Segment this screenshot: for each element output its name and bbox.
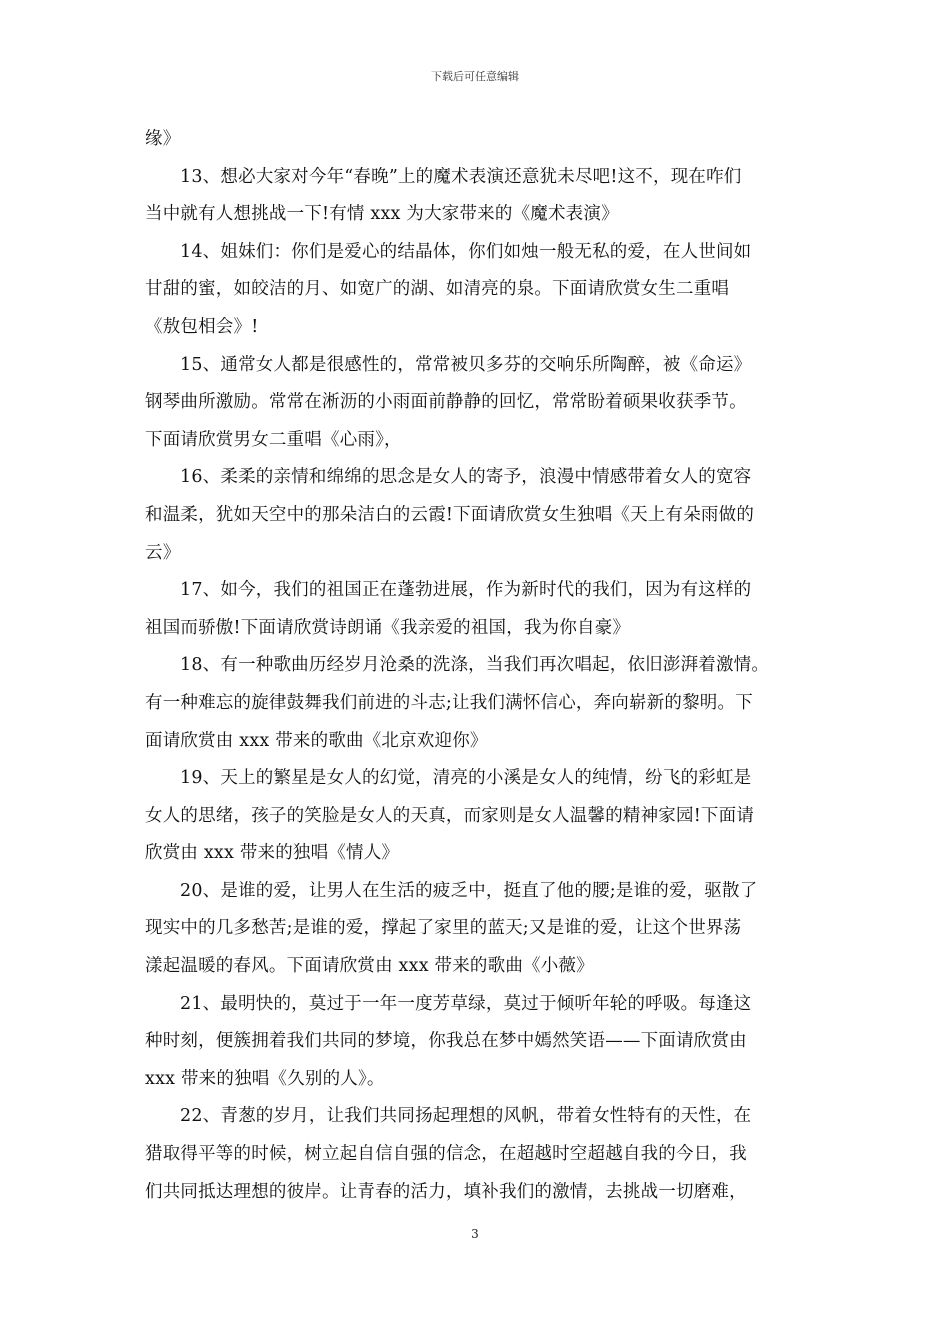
text-line: 19、天上的繁星是女人的幻觉，清亮的小溪是女人的纯情，纷飞的彩虹是 xyxy=(180,768,752,789)
text-line: 20、是谁的爱，让男人在生活的疲乏中，挺直了他的腰;是谁的爱，驱散了 xyxy=(180,880,758,901)
text-line: 钢琴曲所激励。常常在淅沥的小雨面前静静的回忆，常常盼着硕果收获季节。 xyxy=(145,392,747,413)
page-number: 3 xyxy=(471,1227,479,1241)
text-line: 18、有一种歌曲历经岁月沧桑的洗涤，当我们再次唱起，依旧澎湃着激情。 xyxy=(180,655,770,676)
text-line: 漾起温暖的春风。下面请欣赏由 xxx 带来的歌曲《小薇》 xyxy=(145,956,594,977)
text-line: 17、如今，我们的祖国正在蓬勃进展，作为新时代的我们，因为有这样的 xyxy=(180,580,752,601)
text-line: 面请欣赏由 xxx 带来的歌曲《北京欢迎你》 xyxy=(145,730,488,751)
text-line: 13、想必大家对今年“春晚”上的魔术表演还意犹未尽吧!这不，现在咋们 xyxy=(180,166,742,187)
text-line: 欣赏由 xxx 带来的独唱《情人》 xyxy=(145,843,400,864)
text-line: 缘》 xyxy=(145,129,181,149)
text-line: 14、姐妹们：你们是爱心的结晶体，你们如烛一般无私的爱，在人世间如 xyxy=(180,241,752,262)
page-header: 下载后可任意编辑 xyxy=(431,70,519,83)
text-line: 祖国而骄傲!下面请欣赏诗朗诵《我亲爱的祖国，我为你自豪》 xyxy=(145,617,631,638)
text-line: 现实中的几多愁苦;是谁的爱，撑起了家里的蓝天;又是谁的爱，让这个世界荡 xyxy=(145,918,742,939)
document-body xyxy=(145,121,807,1211)
text-line: 女人的思绪，孩子的笑脸是女人的天真，而家则是女人温馨的精神家园!下面请 xyxy=(145,805,755,826)
text-line: 下面请欣赏男女二重唱《心雨》， xyxy=(145,429,402,450)
text-line: 甘甜的蜜，如皎洁的月、如宽广的湖、如清亮的泉。下面请欣赏女生二重唱 xyxy=(145,279,730,300)
text-line: 21、最明快的，莫过于一年一度芳草绿，莫过于倾听年轮的呼吸。每逢这 xyxy=(180,993,752,1014)
text-line: 们共同抵达理想的彼岸。让青春的活力，填补我们的激情，去挑战一切磨难， xyxy=(145,1181,747,1202)
text-line: 种时刻，便簇拥着我们共同的梦境，你我总在梦中嫣然笑语——下面请欣赏由 xyxy=(145,1031,747,1052)
text-line: 和温柔，犹如天空中的那朵洁白的云霞!下面请欣赏女生独唱《天上有朵雨做的 xyxy=(145,504,755,525)
text-line: 22、青葱的岁月，让我们共同扬起理想的风帆，带着女性特有的天性，在 xyxy=(180,1106,752,1127)
text-line: 16、柔柔的亲情和绵绵的思念是女人的寄予，浪漫中情感带着女人的宽容 xyxy=(180,467,752,488)
text-line: 15、通常女人都是很感性的，常常被贝多芬的交响乐所陶醉，被《命运》 xyxy=(180,354,752,375)
text-line: xxx 带来的独唱《久别的人》。 xyxy=(145,1068,385,1089)
text-line: 猎取得平等的时候，树立起自信自强的信念，在超越时空超越自我的今日，我 xyxy=(145,1144,747,1165)
text-line: 有一种难忘的旋律鼓舞我们前进的斗志;让我们满怀信心，奔向崭新的黎明。下 xyxy=(145,692,753,713)
text-line: 《敖包相会》! xyxy=(145,316,259,337)
text-line: 当中就有人想挑战一下!有情 xxx 为大家带来的《魔术表演》 xyxy=(145,204,619,225)
text-line: 云》 xyxy=(145,542,181,563)
